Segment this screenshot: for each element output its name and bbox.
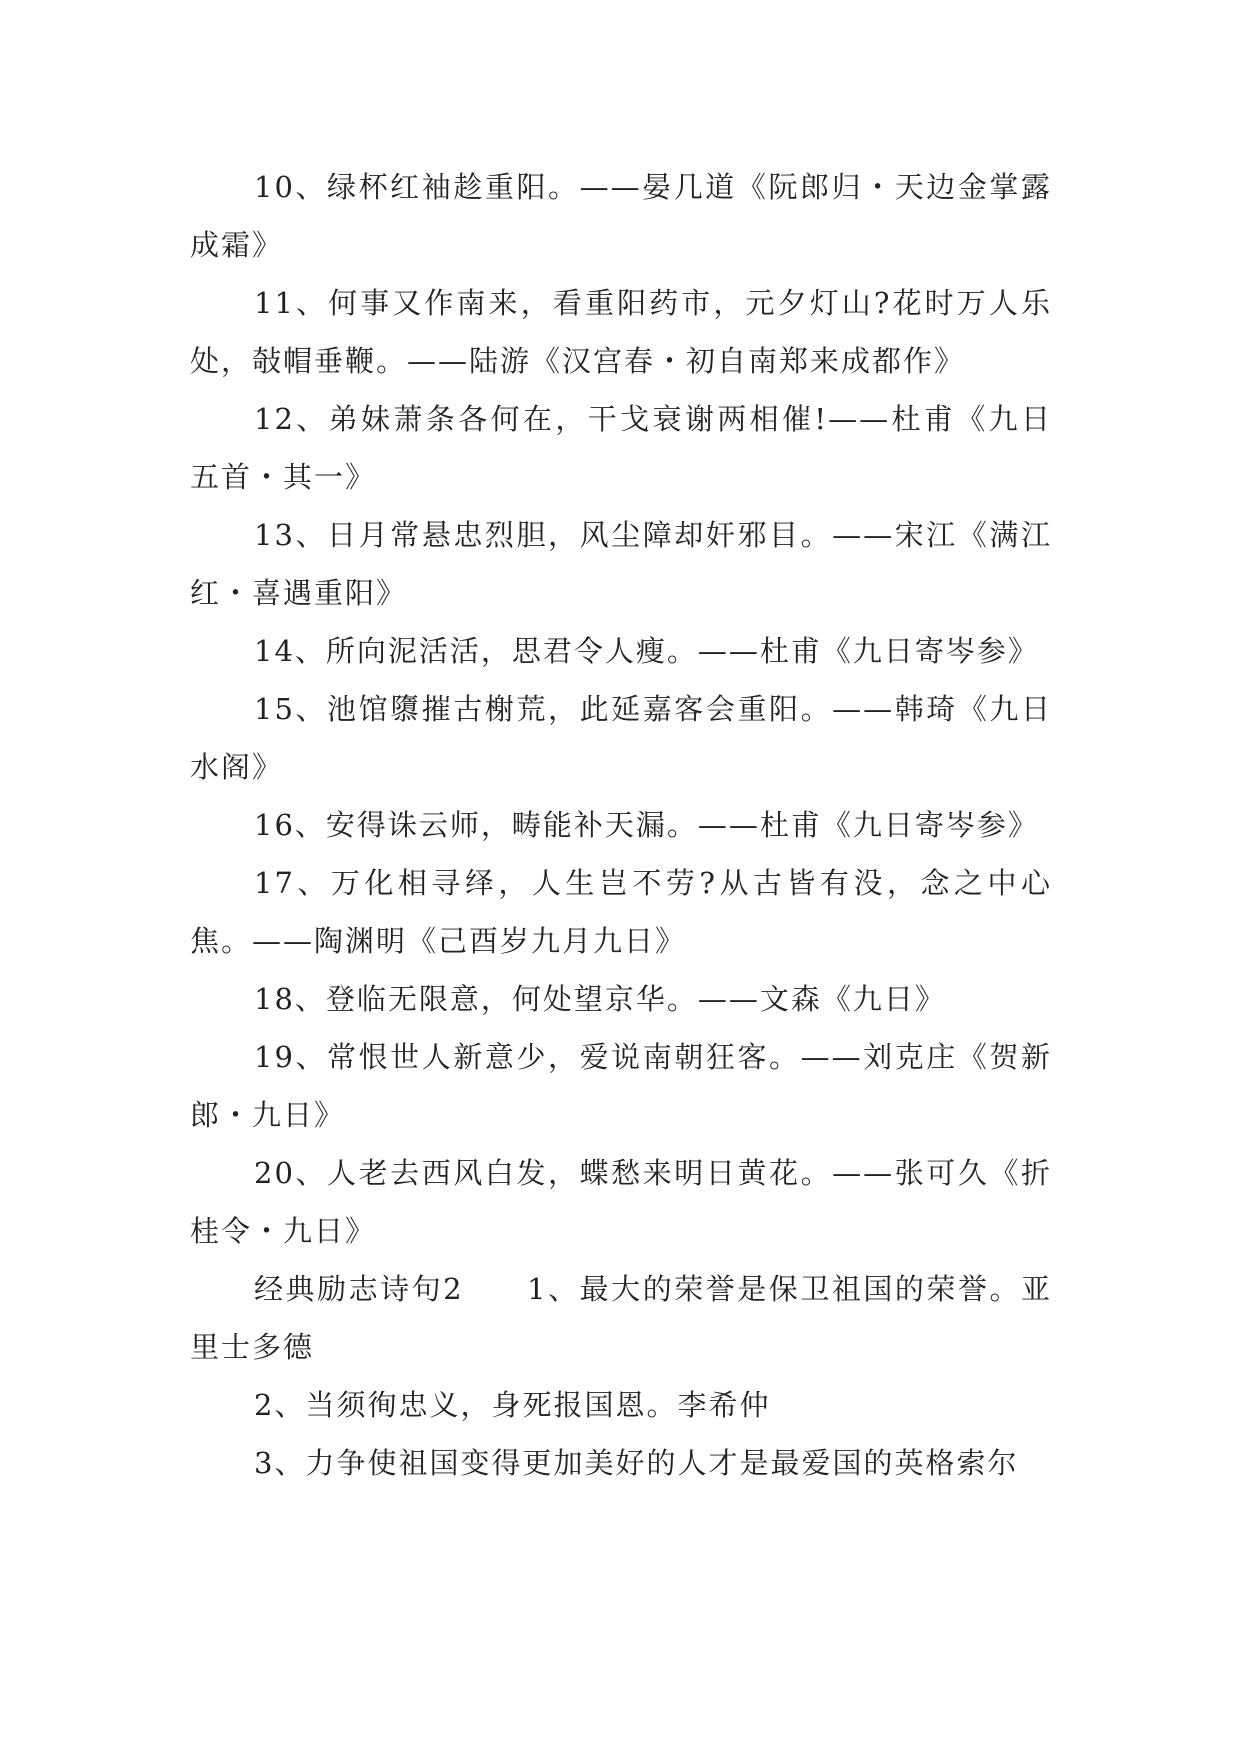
paragraph: 11、何事又作南来，看重阳药市，元夕灯山?花时万人乐处，敧帽垂鞭。——陆游《汉宫春・初自南郑来成都作》 [190,286,1052,378]
paragraph: 13、日月常悬忠烈胆，风尘障却奸邪目。——宋江《满江红・喜遇重阳》 [190,518,1052,610]
paragraph: 10、绿杯红袖趁重阳。——晏几道《阮郎归・天边金掌露成霜》 [190,170,1052,262]
paragraph: 12、弟妹萧条各何在，干戈衰谢两相催!——杜甫《九日五首・其一》 [190,402,1052,494]
paragraph: 20、人老去西风白发，蝶愁来明日黄花。——张可久《折桂令・九日》 [190,1156,1052,1248]
paragraph: 15、池馆隳摧古榭荒，此延嘉客会重阳。——韩琦《九日水阁》 [190,692,1052,784]
paragraph: 3、力争使祖国变得更加美好的人才是最爱国的英格索尔 [254,1446,1019,1480]
paragraph: 19、常恨世人新意少，爱说南朝狂客。——刘克庄《贺新郎・九日》 [190,1040,1052,1132]
paragraph: 17、万化相寻绎，人生岂不劳?从古皆有没，念之中心焦。——陶渊明《己酉岁九月九日》 [190,866,1052,958]
section-heading-paragraph: 经典励志诗句2 1、最大的荣誉是保卫祖国的荣誉。亚里士多德 [190,1272,1052,1364]
paragraph: 14、所向泥活活，思君令人瘦。——杜甫《九日寄岑参》 [254,634,1039,668]
document-body [190,158,1052,1492]
paragraph: 2、当须徇忠义，身死报国恩。李希仲 [254,1388,771,1422]
paragraph: 16、安得诛云师，畴能补天漏。——杜甫《九日寄岑参》 [254,808,1039,842]
paragraph: 18、登临无限意，何处望京华。——文森《九日》 [254,982,946,1016]
